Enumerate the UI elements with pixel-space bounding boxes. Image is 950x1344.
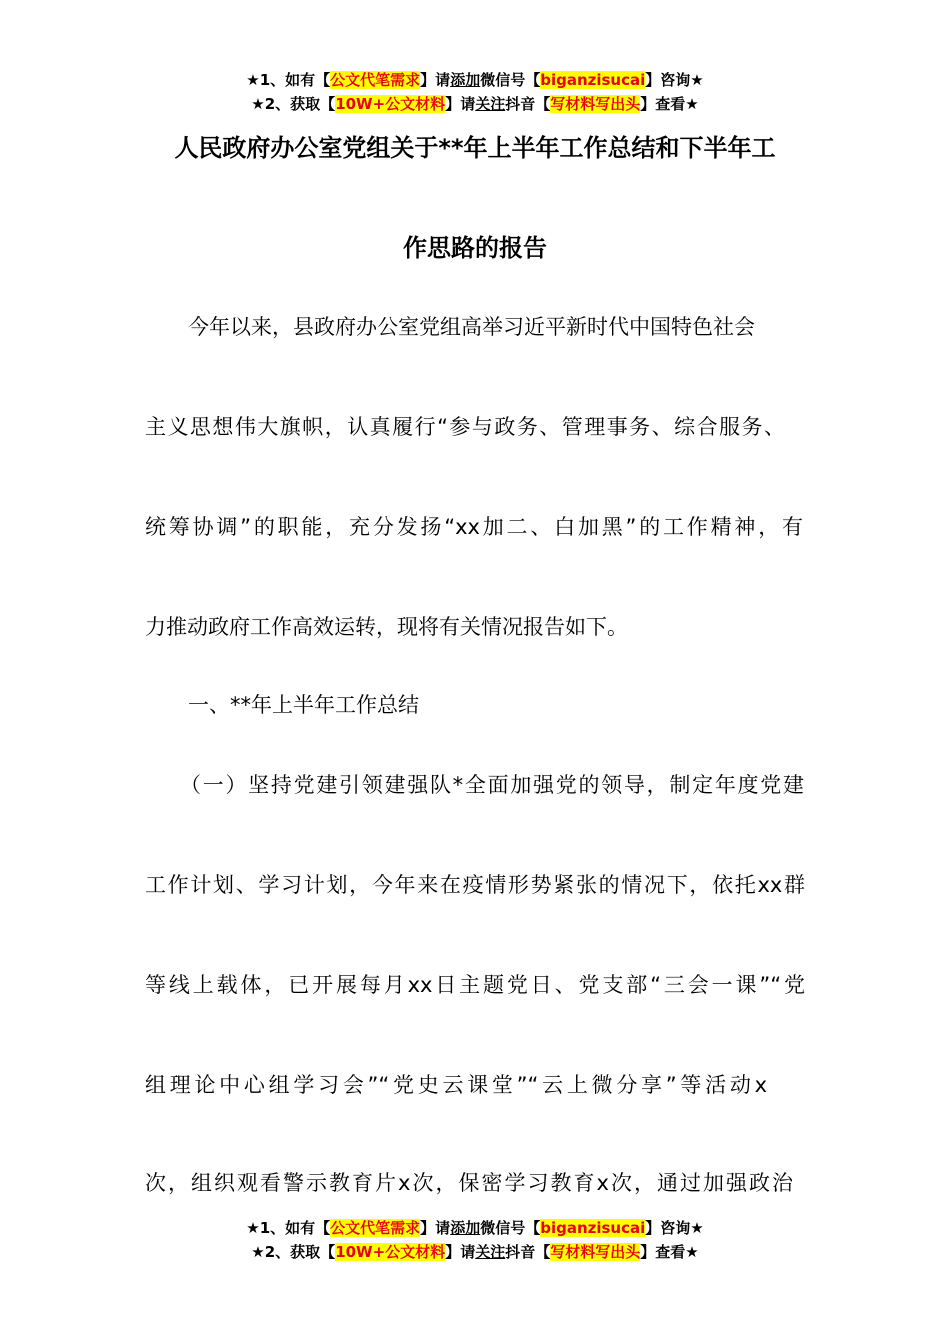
section-heading: 一、**年上半年工作总结 [188,693,419,717]
banner-highlight: biganzisucai [540,71,646,89]
banner-highlight: 写材料写出头 [550,1243,641,1261]
banner-text: 】请 [420,71,451,89]
banner-highlight: 公文代笔需求 [330,71,421,89]
paragraph-line: 主义思想伟大旗帜，认真履行“参与政务、管理事务、综合服务、 [145,415,785,439]
banner-text: 微信号【 [480,1219,541,1237]
banner-text: 抖音【 [505,95,551,113]
banner-text: 】请 [420,1219,451,1237]
banner-line-2 [0,1240,950,1264]
paragraph-line: 次，组织观看警示教育片x次，保密学习教育x次，通过加强政治 [145,1171,793,1195]
banner-text: ★2、获取【 [251,1243,336,1261]
banner-text: 】咨询★ [645,1219,704,1237]
banner-text: 】查看★ [640,1243,699,1261]
paragraph-line: 等线上载体，已开展每月xx日主题党日、党支部“三会一课”“党 [145,973,805,997]
banner-text: 】咨询★ [645,71,704,89]
header-banner [0,68,950,116]
banner-text: ★1、如有【 [246,1219,331,1237]
banner-line-1 [0,1216,950,1240]
banner-underline: 关注 [475,95,506,113]
banner-underline: 添加 [450,1219,481,1237]
banner-highlight: 公文代笔需求 [330,1219,421,1237]
paragraph-line: 工作计划、学习计划，今年来在疫情形势紧张的情况下，依托xx群 [145,873,805,897]
paragraph-line: 统筹协调”的职能，充分发扬“xx加二、白加黑”的工作精神，有 [145,515,803,539]
paragraph-line: 今年以来，县政府办公室党组高举习近平新时代中国特色社会 [188,315,755,339]
document-title-line-1: 人民政府办公室党组关于**年上半年工作总结和下半年工 [174,134,776,162]
banner-text: 微信号【 [480,71,541,89]
banner-highlight: biganzisucai [540,1219,646,1237]
banner-highlight: 写材料写出头 [550,95,641,113]
banner-highlight: 10W+公文材料 [335,95,446,113]
banner-text: 抖音【 [505,1243,551,1261]
banner-text: ★2、获取【 [251,95,336,113]
paragraph-line: 组理论中心组学习会”“党史云课堂”“云上微分享”等活动x [145,1073,767,1097]
paragraph-line: 力推动政府工作高效运转，现将有关情况报告如下。 [145,615,628,639]
banner-text: ★1、如有【 [246,71,331,89]
banner-underline: 关注 [475,1243,506,1261]
document-title-line-2: 作思路的报告 [403,234,547,262]
banner-text: 】请 [445,1243,476,1261]
banner-line-2 [0,92,950,116]
banner-text: 】查看★ [640,95,699,113]
banner-underline: 添加 [450,71,481,89]
banner-highlight: 10W+公文材料 [335,1243,446,1261]
banner-line-1 [0,68,950,92]
banner-text: 】请 [445,95,476,113]
footer-banner [0,1216,950,1264]
paragraph-line: （一）坚持党建引领建强队*全面加强党的领导，制定年度党建 [180,773,804,797]
